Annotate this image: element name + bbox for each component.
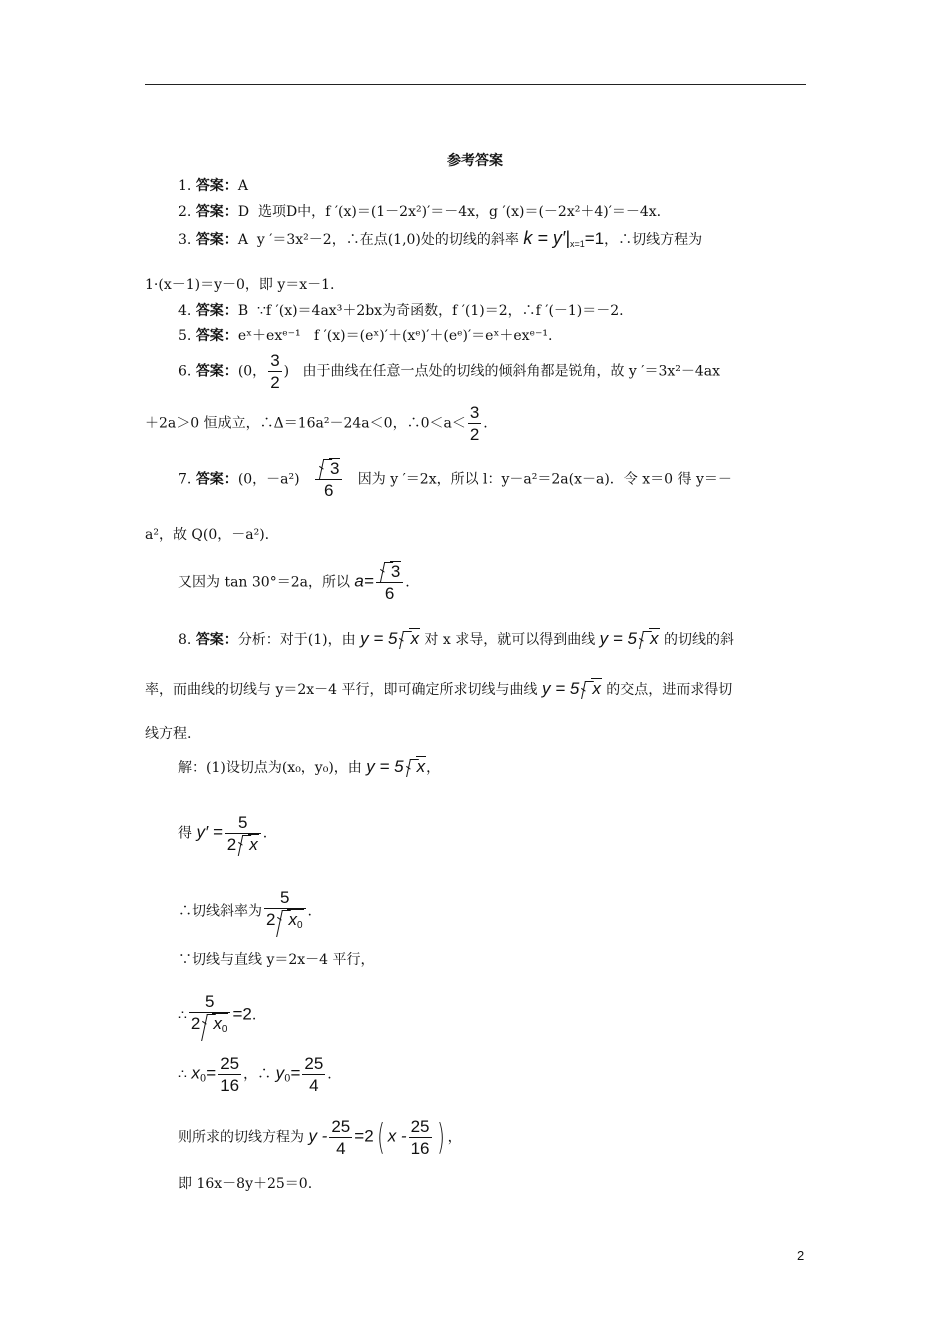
left-paren: (: [376, 1116, 385, 1158]
curve-lhs: y = 5: [366, 757, 404, 776]
period: .: [251, 1007, 257, 1024]
den-coef: 2: [266, 910, 276, 929]
variable-a: a=: [354, 571, 374, 591]
slope-lhs: k = y′|: [523, 228, 570, 248]
solution-parallel: ∵切线与直线 y＝2x－4 平行，: [178, 952, 375, 968]
analysis-text-2: 对 x 求导，就可以得到曲线: [424, 632, 596, 648]
explanation-text: f ′(x)＝(eˣ)′＋(xᵉ)′＋(eᵉ)′＝eˣ＋exᵉ⁻¹.: [314, 328, 553, 344]
explanation-text-2: ＋2a＞0 恒成立，∴Δ＝16a²－24a＜0，∴0＜a＜: [145, 415, 466, 432]
fraction-numerator: 5: [225, 812, 261, 834]
fraction: [315, 458, 342, 501]
sqrt-sign: [397, 630, 420, 648]
separator: ，∴: [243, 1066, 272, 1083]
radicand: x: [410, 629, 419, 648]
question-number: 4.: [178, 303, 192, 319]
fraction: [468, 402, 481, 445]
analysis-text-2: 的交点，进而求得切: [606, 682, 733, 698]
answer-label: 答案：: [195, 232, 238, 248]
equals: =: [290, 1063, 301, 1083]
explanation-text: 由于曲线在任意一点处的切线的倾斜角都是锐角，故 y ′＝3x²－4ax: [302, 363, 721, 380]
tangent-lhs: y -: [308, 1126, 328, 1146]
fraction-denominator: 2: [270, 373, 280, 392]
curve-lhs: y = 5: [541, 679, 580, 698]
fraction-numerator: 25: [331, 1117, 351, 1136]
answer-label: 答案：: [195, 204, 238, 220]
header-rule: [145, 84, 806, 85]
tangent-x: x -: [387, 1126, 407, 1146]
solution-tangent-point: [178, 758, 440, 777]
solution-text: 则所求的切线方程为: [178, 1129, 304, 1146]
answer-choice: D: [237, 204, 250, 220]
answer-5: [178, 327, 552, 345]
solution-text: ∴切线斜率为: [178, 903, 262, 920]
radicand: x: [592, 679, 601, 698]
den-coef: 2: [226, 835, 237, 854]
solution-text: 解：(1)设切点为(x₀，y₀)，由: [178, 760, 362, 776]
curve-equation: [600, 629, 660, 648]
fraction: [268, 350, 281, 393]
therefore-symbol: ∴: [178, 1007, 187, 1024]
radicand-wrap: [212, 1013, 228, 1033]
fraction-denominator: 2: [469, 425, 480, 444]
right-paren: ): [436, 1116, 445, 1158]
answer-label: 答案：: [195, 303, 238, 319]
fraction-denominator: 4: [336, 1139, 346, 1158]
fraction: [225, 812, 261, 855]
fraction-numerator: 3: [469, 403, 480, 422]
sqrt-sign: [404, 758, 427, 776]
subscript: 0: [221, 1024, 228, 1035]
solution-tangent-line: [178, 1116, 462, 1159]
answer-label: 答案：: [195, 632, 238, 648]
solution-slope: [178, 887, 312, 936]
fraction: [302, 1053, 325, 1096]
explanation-text: 又因为 tan 30°＝2a，所以: [178, 574, 350, 591]
answer-label: 答案：: [195, 178, 238, 194]
fraction-numerator: 3: [270, 351, 280, 370]
radicand: x: [650, 629, 659, 648]
sqrt-sign: [378, 561, 401, 582]
fraction-numerator: [376, 561, 403, 583]
fraction: [218, 1053, 241, 1096]
den-coef: 2: [190, 1014, 201, 1033]
fraction-denominator: [189, 1013, 231, 1040]
var-x: x: [191, 1063, 200, 1083]
question-number: 2.: [178, 204, 192, 220]
solution-text: 得: [178, 825, 192, 842]
sqrt-sign: [200, 1013, 228, 1040]
answer-label: 答案：: [195, 328, 238, 344]
fraction-denominator: 4: [309, 1076, 319, 1095]
solution-derivative: [178, 812, 267, 855]
analysis-text-3: 的切线的斜: [663, 632, 734, 648]
sqrt-sign: [236, 834, 259, 855]
comma: ，: [426, 760, 441, 776]
tangent-mid: =2: [354, 1126, 374, 1146]
fraction-denominator: [264, 909, 306, 936]
question-number: 6.: [178, 363, 192, 380]
fraction-denominator: 6: [323, 481, 334, 500]
explanation-text-2: ，∴切线方程为: [604, 232, 703, 248]
sqrt-sign: [637, 630, 660, 648]
answer-value: eˣ＋exᵉ⁻¹: [237, 328, 301, 344]
comma: ，: [447, 1129, 462, 1146]
fraction-numerator: 5: [189, 991, 231, 1013]
fraction-denominator: 16: [410, 1139, 430, 1158]
derivative-lhs: y′ =: [196, 822, 223, 842]
question-number: 1.: [178, 178, 192, 194]
answer-choice: B: [237, 303, 249, 319]
page-title: 参考答案: [447, 153, 503, 169]
fraction: [329, 1116, 352, 1159]
period: .: [483, 415, 488, 432]
answer-7-line2: a²，故 Q(0，－a²).: [145, 527, 270, 543]
analysis-text: 率，而曲线的切线与 y＝2x－4 平行，即可确定所求切线与曲线: [145, 682, 538, 698]
answer-value-end: ): [283, 363, 290, 380]
answer-8: [178, 630, 734, 649]
curve-lhs: y = 5: [360, 629, 398, 648]
fraction: [376, 561, 403, 604]
equals: =: [206, 1063, 217, 1083]
explanation-text: y ′＝3x²－2，∴在点(1,0)处的切线的斜率: [256, 232, 519, 248]
period: .: [405, 574, 410, 591]
radicand: 3: [329, 459, 340, 478]
page-number: 2: [797, 1248, 805, 1263]
answer-label: 答案：: [195, 363, 238, 380]
answer-8-line2: [145, 680, 732, 699]
fraction-numerator: 25: [304, 1054, 324, 1073]
period: .: [262, 825, 268, 842]
radicand: x: [213, 1014, 222, 1033]
answer-6-line2: [145, 402, 488, 445]
derivative-g: g ′(x)＝(－2x²＋4)′＝－4x.: [489, 204, 662, 220]
curve-lhs: y = 5: [599, 629, 637, 648]
analysis-text: 分析：对于(1)，由: [237, 632, 356, 648]
question-number: 8.: [178, 632, 192, 648]
sqrt-sign: [275, 909, 303, 936]
solution-final: 即 16x－8y＋25＝0.: [178, 1176, 313, 1192]
curve-equation: [366, 757, 426, 776]
answer-2: [178, 203, 661, 221]
fraction: [189, 991, 231, 1040]
radicand: x: [249, 835, 258, 854]
answer-8-line3: 线方程.: [145, 726, 192, 742]
slope-expression: [523, 228, 604, 248]
fraction-numerator: 25: [220, 1054, 240, 1073]
answer-label: 答案：: [195, 471, 238, 488]
var-y: y: [275, 1063, 285, 1083]
fraction: [409, 1116, 432, 1159]
explanation-text: 选项D中，: [257, 204, 326, 220]
fraction: [264, 887, 306, 936]
period: .: [307, 903, 312, 920]
sqrt-sign: [579, 680, 602, 698]
subscript: 0: [199, 1073, 207, 1085]
question-number: 3.: [178, 232, 192, 248]
slope-value: =1: [584, 229, 605, 248]
radicand: 3: [390, 562, 401, 581]
fraction-denominator: [225, 834, 261, 855]
equation-rhs: =2: [232, 1004, 252, 1024]
answer-1: [178, 177, 248, 195]
radicand: x: [288, 910, 297, 929]
derivative-f: f ′(x)＝(1－2x²)′＝－4x，: [325, 204, 490, 220]
period: .: [327, 1066, 332, 1083]
radicand-wrap: [287, 909, 303, 929]
sqrt-sign: [317, 458, 340, 479]
answer-value: (0，: [237, 363, 267, 380]
explanation-text: 因为 y ′＝2x，所以 l：y－a²＝2a(x－a)．令 x＝0 得 y＝－: [357, 471, 732, 488]
subscript: 0: [296, 920, 303, 931]
curve-equation: [542, 679, 602, 698]
solution-values: [178, 1053, 332, 1096]
answer-choice: A: [237, 232, 248, 248]
fraction-denominator: 6: [384, 584, 395, 603]
answer-value: (0，－a²): [237, 471, 300, 488]
subscript: 0: [284, 1073, 291, 1085]
question-number: 7.: [178, 471, 192, 488]
fraction-numerator: 25: [410, 1117, 430, 1136]
answer-choice: A: [237, 178, 248, 194]
radicand: x: [416, 757, 426, 776]
explanation-text: ∵f ′(x)＝4ax³＋2bx为奇函数，f ′(1)＝2，∴f ′(－1)＝－2.: [257, 303, 624, 319]
answer-7-line3: [178, 561, 410, 604]
fraction-denominator: 16: [220, 1076, 240, 1095]
curve-equation: [360, 629, 420, 648]
answer-6: [178, 350, 720, 393]
answer-7: [178, 458, 732, 501]
therefore-symbol: ∴: [178, 1066, 187, 1083]
answer-3: [178, 229, 702, 253]
fraction-numerator: 5: [264, 887, 306, 909]
answer-4: [178, 302, 624, 320]
answer-3-line2: 1·(x－1)＝y－0，即 y＝x－1.: [145, 277, 335, 293]
fraction-numerator: [315, 458, 342, 480]
solution-equation: [178, 991, 256, 1040]
slope-subscript: x=1: [569, 239, 585, 249]
question-number: 5.: [178, 328, 192, 344]
